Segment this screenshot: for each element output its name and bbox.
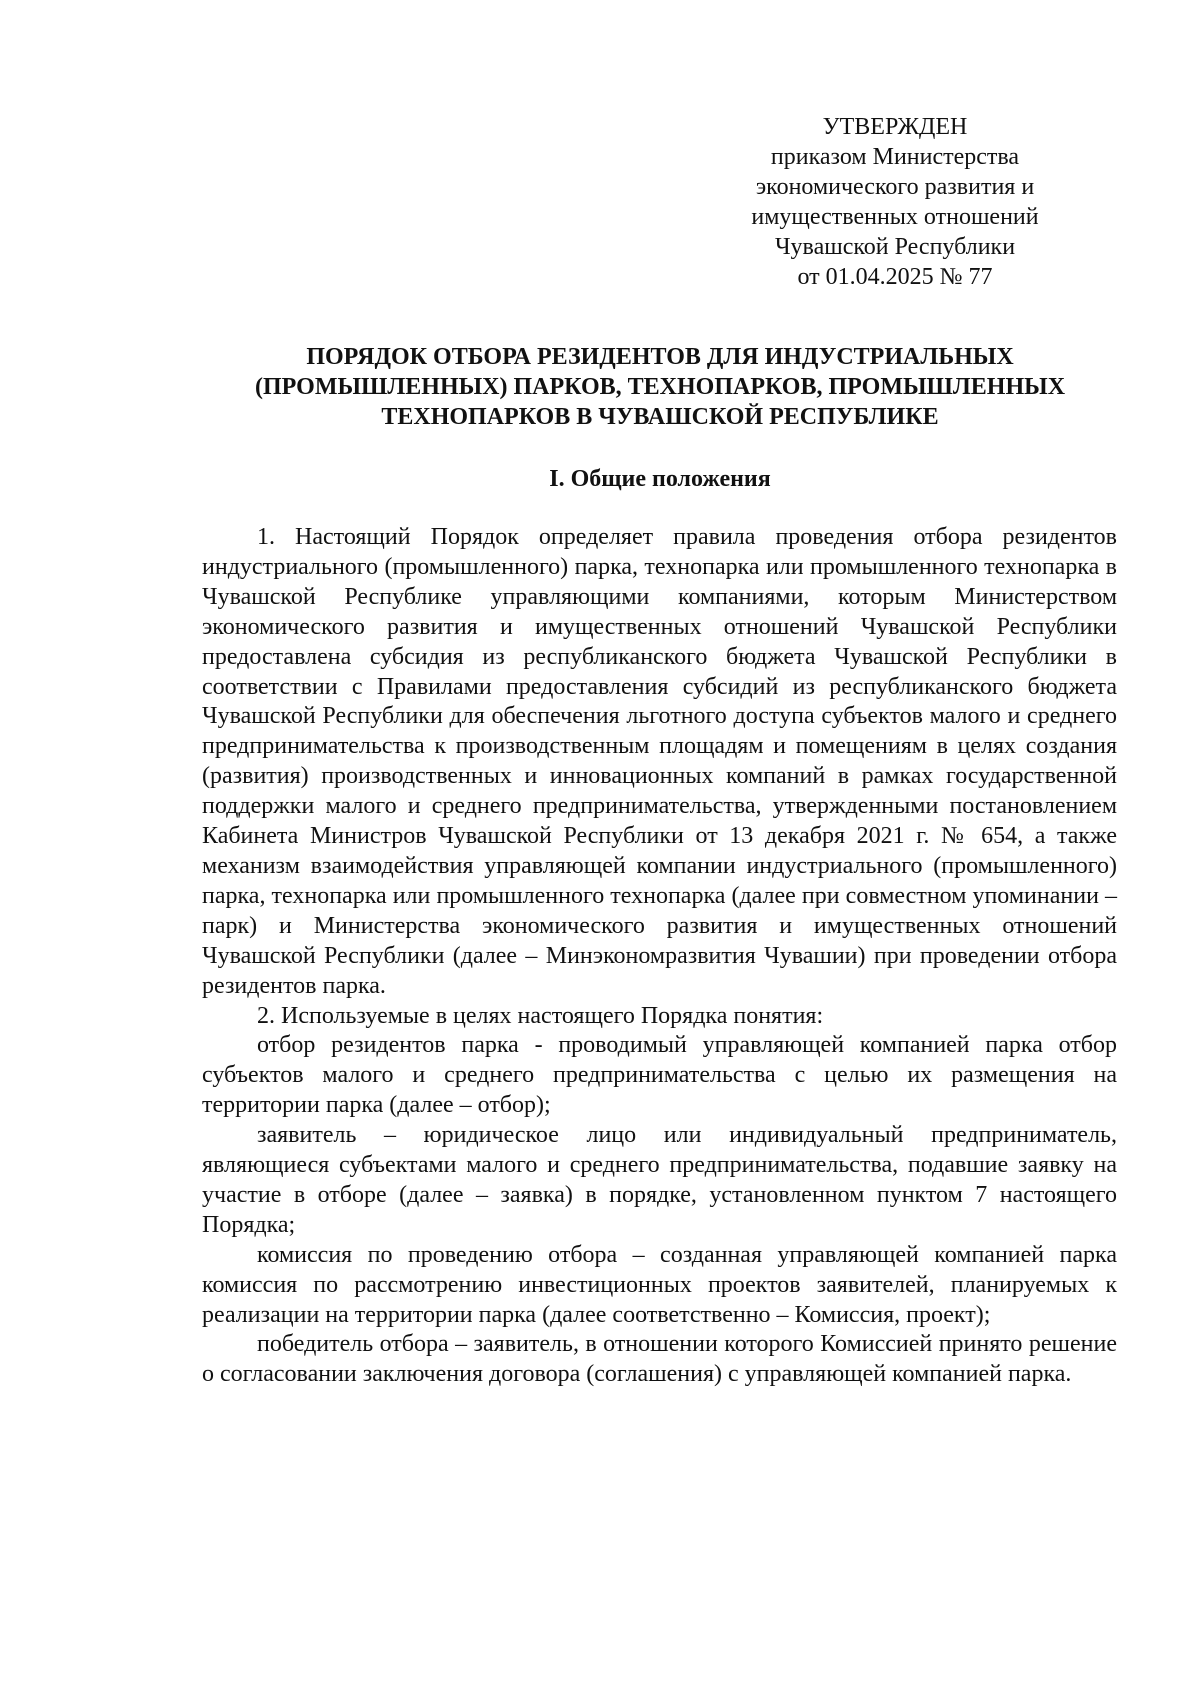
title-line: (ПРОМЫШЛЕННЫХ) ПАРКОВ, ТЕХНОПАРКОВ, ПРОМЫШЛЕННЫХ: [254, 374, 1066, 400]
document-body: [202, 523, 1117, 1390]
paragraph: отбор резидентов парка - проводимый управляющей компанией парка отбор субъектов малого и среднего предпринимательства с целью их размещения на территории парка (далее – отбор);: [202, 1032, 1117, 1119]
paragraph: заявитель – юридическое лицо или индивидуальный предприниматель, являющиеся субъектами малого и среднего предпринимательства, подавшие заявку на участие в отборе (далее – заявка) в порядке, установленном пунктом 7 настоящего Порядка;: [202, 1122, 1117, 1238]
paragraph: 1. Настоящий Порядок определяет правила проведения отбора резидентов индустриального (промышленного) парка, технопарка или промышленного технопарка в Чувашской Республике управляющими компаниями, которым Министерством экономического развития и имущественных отношений Чувашской Республики предоставлена субсидия из республиканского бюджета Чувашской Республики в соответствии с Правилами предоставления субсидий из республиканского бюджета Чувашской Республики для обеспечения льготного доступа субъектов малого и среднего предпринимательства к производственным площадям и помещениям в целях создания (развития) производственных и инновационных компаний в рамках государственной поддержки малого и среднего предпринимательства, утвержденными постановлением Кабинета Министров Чувашской Республики от 13 декабря 2021 г. № 654, а также механизм взаимодействия управляющей компании индустриального (промышленного) парка, технопарка или промышленного технопарка (далее при совместном упоминании – парк) и Министерства экономического развития и имущественных отношений Чувашской Республики (далее – Минэкономразвития Чувашии) при проведении отбора резидентов парка.: [202, 524, 1117, 999]
paragraph: комиссия по проведению отбора – созданная управляющей компанией парка комиссия по рассмотрению инвестиционных проектов заявителей, планируемых к реализации на территории парка (далее соответственно – Комиссия, проект);: [202, 1241, 1117, 1328]
title-line: ПОРЯДОК ОТБОРА РЕЗИДЕНТОВ ДЛЯ ИНДУСТРИАЛЬНЫХ: [306, 344, 1014, 370]
approval-line: приказом Министерства: [770, 144, 1020, 170]
approval-line: УТВЕРЖДЕН: [822, 114, 968, 140]
section-heading: I. Общие положения: [549, 466, 771, 492]
approval-stamp-block: [720, 112, 1070, 292]
approval-line: экономического развития и: [755, 174, 1035, 200]
approval-line: имущественных отношений: [751, 204, 1039, 230]
title-line: ТЕХНОПАРКОВ В ЧУВАШСКОЙ РЕСПУБЛИКЕ: [381, 404, 939, 430]
paragraph: победитель отбора – заявитель, в отношении которого Комиссией принято решение о согласовании заключения договора (соглашения) с управляющей компанией парка.: [202, 1331, 1117, 1388]
paragraph: 2. Используемые в целях настоящего Порядка понятия:: [257, 1002, 824, 1029]
document-title: [200, 342, 1120, 432]
approval-line: от 01.04.2025 № 77: [797, 264, 993, 290]
approval-line: Чувашской Республики: [774, 234, 1016, 260]
